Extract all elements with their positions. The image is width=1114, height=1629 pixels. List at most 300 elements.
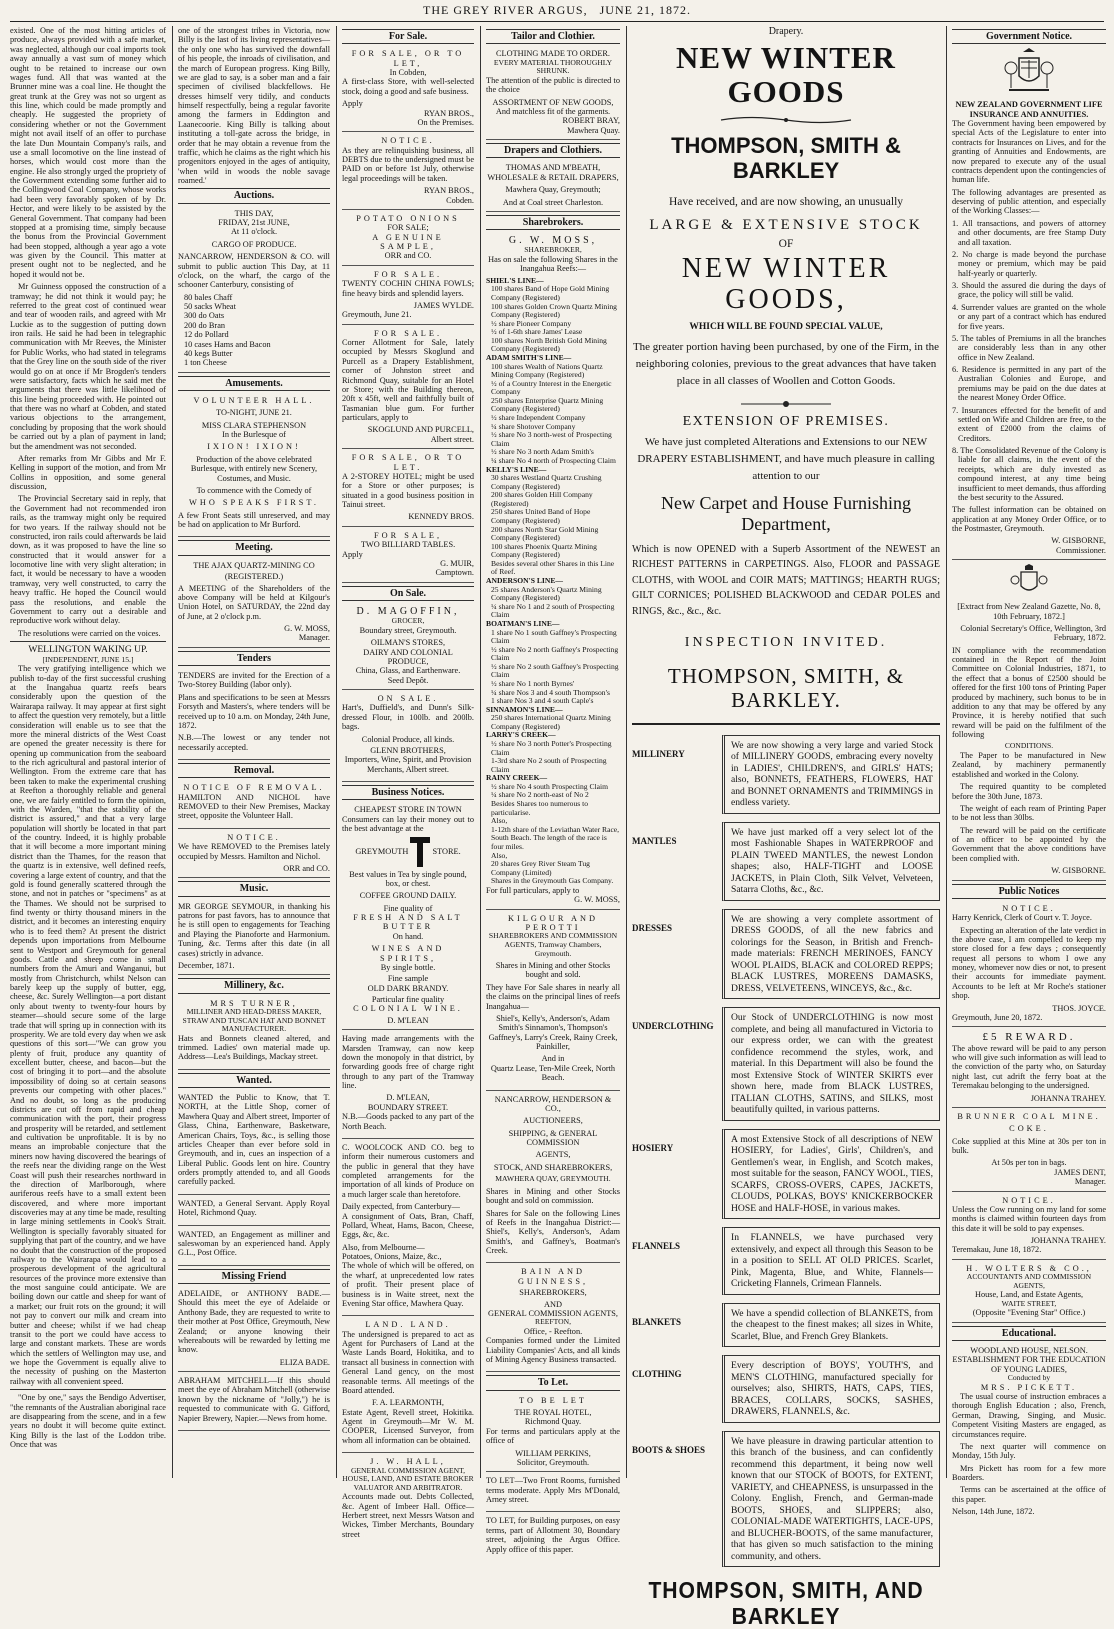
ad-line: Apply	[342, 99, 363, 109]
share-item: ½ share No 2 north Gaffney's Prospecting Claim	[491, 644, 619, 663]
cargo-list	[178, 293, 330, 368]
ad-text: We have REMOVED to the Premises lately occupied by Messrs. Hamilton and Nichol.	[178, 842, 330, 861]
ad-text: WANTED the Public to Know, that T. NORTH, at the Little Shop, corner of Mawhera Quay and Albert street, Importer of Glass, China, Earthenware, Basketware, American Chairs, Toys, &c., is selling those articles Cheaper than ever before sold in Greymouth, and in, cues an inspection of a Liberal Public. Goods lent on hire. Country orders promptly attended to, and all Goods carefully packed.	[178, 1093, 330, 1187]
notice-ad	[342, 134, 474, 210]
article-text: one of the strongest tribes in Victoria, now Billy is the last of its living representatives—the only one who has survived the downfall of his people, the inroads of civilisation, and the march of European progress. King Billy, we are glad to say, is a sober man and a fair specimen of civilised blackfellows. He dresses himself very tidily, and conducts himself respectfully, being a regular favorite among the farmers in Eddington and Laanecoorie. King Billy is talking about instituting a toll-gate across the bridge, in order that he may obtain a revenue from the traffic, which he claims as the right which his progenitors enjoyed in the ages of antiquity, 'when wild in woods the noble savage roamed.'	[178, 26, 330, 185]
department-text: A most Extensive Stock of all descriptions of NEW HOSIERY, for Ladies', Girls', Children's, and Gentlemen's wear, in English, and Scotch makes, most suitable for the season, FANCY WOOL, TIES, SCARFS, CROSS-OVERS, CAPES, JACKETS, CLOUDS, POLKAS, BOYS' KNICKERBOCKER HOSE and HALF-HOSE, in various makes.	[722, 1129, 940, 1220]
ad-line: SHAREBROKER,	[524, 245, 582, 255]
ad-line: GREYMOUTH	[355, 846, 409, 856]
section-heading-wanted: Wanted.	[178, 1073, 330, 1088]
benefit-item: 5. The tables of Premiums in all the branches are considerably less than in any other office in New Zealand.	[952, 333, 1106, 362]
section-heading-amusements: Amusements.	[178, 376, 330, 391]
ad-line: BAIN AND GUINNESS,	[517, 1267, 589, 1286]
share-item: SHIEL'S LINE—	[486, 275, 544, 285]
ad-text: Having made arrangements with the Marsden Tramway, can now keep down the monopoly in that district, by forwarding goods free of charge right through to any part of the Tramway line.	[342, 1034, 474, 1091]
ad-line: Colonial Produce, all kinds.	[361, 734, 455, 744]
meeting-ad	[178, 559, 330, 648]
ad-line: G. W. MOSS,	[508, 235, 598, 247]
ad-line: FOR SALE, OR TO LET,	[351, 49, 465, 68]
ad-line: And at Coal street Charleston.	[502, 197, 604, 207]
ad-text: The usual course of instruction embraces a thorough English Education ; also, French, German, Drawing, Singing, and Music. Competent Visiting Masters are engaged, as circumstances require.	[952, 1392, 1106, 1439]
ad-line: WHOLESALE & RETAIL DRAPERS,	[487, 172, 619, 182]
ad-line: China, Glass, and Earthenware.	[355, 666, 461, 676]
share-item: 250 shares United Band of Hope Company (Registered)	[491, 507, 591, 525]
drapery-text: OF	[778, 237, 794, 250]
share-item: 100 shares Band of Hope Gold Mining Company (Registered)	[491, 284, 610, 302]
ad-line: VALUATOR AND ARBITRATOR.	[353, 1482, 463, 1492]
ad-text: They have For Sale shares in nearly all the claims on the principal lines of reefs Inangahua—	[486, 982, 620, 1011]
store-name	[342, 837, 474, 867]
tramway-ad	[342, 1032, 474, 1139]
ad-line: TO BE LET	[519, 1395, 587, 1405]
ad-line: GLENN BROTHERS,	[370, 745, 446, 755]
ad-text: NANCARROW, HENDERSON & CO. will submit to public auction This Day, at 11 o'clock, on the wharf, the cargo of the schooner Canterbury, consisting of	[178, 252, 330, 290]
masthead	[0, 0, 1114, 22]
ad-text: The fullest information can be obtained on application at any Money Order Office, or to the Postmaster, Greymouth.	[952, 505, 1106, 534]
share-item: ½ share No 3 north Potter's Prospecting Claim	[491, 739, 612, 757]
ad-line: STOCK, AND SHAREBROKERS,	[493, 1162, 613, 1172]
drapery-firm-name: THOMPSON, SMITH & BARKLEY	[671, 132, 901, 183]
article-dateline: [INDEPENDENT, JUNE 15.]	[42, 654, 134, 664]
ad-line: VOLUNTEER HALL.	[193, 395, 315, 405]
department-text: We are now showing a very large and varied Stock of MILLINERY GOODS, embracing every novelty in LADIES', CHILDREN'S, and GIRLS' HATS; also, BONNETS, FEATHERS, FLOWERS, HAT and BONNET ORNAMENTS and TRIMMINGS in endless variety.	[722, 735, 940, 814]
ad-line: COFFEE GROUND DAILY.	[359, 891, 457, 901]
ad-line: THOS. JOYCE.	[1052, 1003, 1106, 1013]
ad-line: SKOGLUND AND PURCELL,	[367, 425, 474, 435]
section-heading-millinery: Millinery, &c.	[178, 978, 330, 993]
ad-line: Particular fine quality	[371, 995, 445, 1005]
sale-ad	[342, 212, 474, 266]
department-label: HOSIERY	[632, 1142, 674, 1153]
ad-line: Solicitor, Greymouth.	[516, 1457, 590, 1467]
missing-ad	[178, 1374, 330, 1431]
ad-line: POTATO ONIONS	[356, 213, 460, 223]
ad-line: Fine quality of	[383, 903, 433, 913]
section-heading-to-let: To Let.	[486, 1375, 620, 1390]
missing-ad	[178, 1287, 330, 1372]
ad-line: CHEAPEST STORE IN TOWN	[354, 805, 462, 815]
ad-text: The undersigned is prepared to act as Agent for Purchasers of Land at the Waste Lands Board, Hokitika, and to transact all business in connection with General Land gency, on the most reasonable terms. All meetings of the Board attended.	[342, 1329, 474, 1395]
ad-text: Colonial Secretary's Office, Wellington, 3rd February, 1872.	[960, 623, 1106, 643]
ad-text: TO LET—Two Front Rooms, furnished terms moderate. Apply Mrs M'Donald, Arney street.	[486, 1476, 620, 1505]
drapery-text: We have just completed Alterations and Extensions to our NEW DRAPERY ESTABLISHMENT, and have much pleasure in calling attention to our	[637, 436, 935, 483]
share-item: ½ share No 4 south Prospecting Claim	[491, 781, 609, 791]
article-text: "One by one," says the Bendigo Advertiser, "the remnants of the Australian aboriginal race are disappearing from the scene, and in a few years no doubt it will become quite extinct. King Billy is the last of the Loddon tribe. Once that was	[10, 1393, 166, 1450]
section-heading-drapers: Drapers and Clothiers.	[486, 143, 620, 158]
share-item: KELLY'S LINE—	[486, 464, 547, 474]
ad-text: Production of the above celebrated Burlesque, with entirely new Scenery, Costumes, and Music.	[190, 454, 318, 483]
ad-line: Mawhera Quay, Greymouth;	[505, 185, 601, 195]
auctioneer-ad	[486, 1093, 620, 1264]
t-letter-icon	[410, 837, 430, 867]
ad-text: Estate Agent, Revell street, Hokitika. Agent in Greymouth—Mr W. M. COOPER, Licensed Surveyor, from whom all information can be obtained.	[342, 1407, 474, 1445]
ad-line: WOODLAND HOUSE, NELSON.	[970, 1346, 1088, 1355]
share-item: 250 shares Enterprise Quartz Mining Company (Registered)	[491, 395, 604, 414]
list-item: 12 do Pollard	[184, 330, 229, 340]
ad-text: Shares for Sale on the following Lines of Reefs in the Inangahua District:—Shiel's, Kelly's, Anderson's, Adam Smith's, and Gaffney's, Boatman's Creek.	[486, 1208, 620, 1256]
ad-line: In the Burlesque of	[222, 430, 286, 440]
wanted-ad	[178, 1228, 330, 1266]
ad-line: COKE.	[1009, 1124, 1049, 1134]
ad-line: December, 1871.	[178, 960, 235, 970]
ad-line: ON SALE.	[377, 694, 439, 704]
department-text: We have pleasure in drawing particular attention to this branch of the business, and can confidently recommend this department, it being now well known that our STOCK of BOOTS, for EXTENT, VARIETY, and CHEAPNESS, is unsurpassed in the Colony. English, French, and German-made BOOTS, SHOES, and SLIPPERS; also, COLONIAL-MADE WATERTIGHTS, LACE-UPS, and BLUCHER-BOOTS, of the same manufacturer, that has given so much satisfaction to the mining community, and others.	[722, 1431, 940, 1568]
ad-line: ORR and CO.	[283, 863, 330, 873]
ad-line: G. W. MOSS,	[574, 895, 620, 905]
ad-line: (Opposite "Evening Star" Office.)	[972, 1308, 1086, 1318]
article-text: After remarks from Mr Gibbs and Mr F. Kelling in support of the motion, and from Mr Collins in opposition, and some general discussion,	[10, 453, 166, 491]
ad-line: Camptown.	[435, 568, 474, 578]
share-item: ½ share No 3 north Adam Smith's	[491, 447, 594, 457]
ad-line: TWO BILLIARD TABLES.	[360, 540, 456, 550]
section-heading-missing: Missing Friend	[178, 1269, 330, 1284]
ad-text: C. WOOLCOCK AND CO. beg to inform their numerous customers and the public in general that they have completed arrangements for the importation of all kinds of Produce on a much larger scale than heretofore.	[342, 1142, 474, 1199]
share-item: Shares in the Greymouth Gas Company.	[491, 876, 614, 886]
ad-line: Office, - Reefton.	[523, 1326, 583, 1336]
ad-line: Manager.	[1074, 1177, 1106, 1187]
coal-ad	[952, 1110, 1106, 1192]
ad-line: Cobden.	[446, 195, 474, 205]
ad-text: Hats and Bonnets cleaned altered, and trimmed. Ladies' own material made up. Address—Lea's Buildings, Mackay street.	[178, 1033, 330, 1062]
column-rule	[946, 26, 947, 1478]
sharebroker-ad	[486, 233, 620, 909]
ad-line: At 11 o'clock.	[230, 227, 278, 237]
share-item: SINNAMON'S LINE—	[486, 704, 563, 714]
divider	[10, 641, 166, 642]
ad-line: Teremakau, June 18, 1872.	[952, 1245, 1042, 1255]
ad-text: Terms can be ascertained at the office of this paper.	[952, 1485, 1106, 1504]
ad-text: The required quantity to be completed before the 30th June, 1873.	[952, 782, 1106, 801]
ad-text: Shares in Mining and other Stocks bought and sold.	[495, 961, 611, 980]
ad-line: In Cobden,	[389, 68, 427, 78]
ad-text: A first-class Store, with well-selected stock, doing a good and safe business.	[342, 77, 474, 96]
ad-line: Conducted by	[1007, 1373, 1051, 1383]
column-rule	[172, 26, 173, 1478]
ad-text: Harry Kenrick, Clerk of Court v. T. Joyce.	[952, 913, 1092, 923]
ornament-icon	[632, 400, 940, 410]
ad-text: The above reward will be paid to any person who will give such information as will lead to the conviction of the party who, on Saturday night last, cut adrift the ferry boat at the Teremakau belonging to the undersigned.	[952, 1043, 1106, 1091]
article-text: existed. One of the most hitting articles of produce, always provided with a safe market, was neglected, although our coal imports took away annually a vast sum of money which ought to be retained to increase our own wages fund. All that was wanted at the Brunner mine was a coal line. He thought the great trunk at the Grey was not so urgent as this line, which could be made promptly and cheaply. He suggested the propriety of considering whether or not the Government might not avail itself of an offer to purchase the late Dun Mountain Company's rails, and use a small locomotive on the line instead of horses, which would cost more than the engine. He also strongly urged the propriety of the Government extending some further aid to the Collingwood Coal Company, whose works had been very favorably spoken of by Dr. Hector, and were likely to be assisted by the General Government. That company had been stopped at a promising time, simply because the bonus from the Provincial Government had been stopped, although a year ago a vote was given by the Council. This matter at present ought not to be neglected, and he hoped it would not be.	[10, 26, 166, 279]
department-label: DRESSES	[632, 922, 673, 933]
drapery-subhead: LARGE & EXTENSIVE STOCK	[649, 216, 923, 233]
share-item: ¼ share No 1 and 2 south of Prospecting Claim	[491, 601, 615, 620]
ad-text: Quartz Lease, Ten-Mile Creek, North Beach.	[490, 1063, 616, 1083]
section-heading-for-sale: For Sale.	[342, 29, 474, 44]
share-item: ½ share Pioneer Company	[491, 318, 572, 328]
department-text: We have just marked off a very select lot of the most Fashionable Shapes in WATERPROOF and PLAIN TWEED MANTLES, the newest London shapes; also, HALF-TIGHT and LOOSE JACKETS, in Plain Cloth, Silk Velvet, Velveteen, Satarra Cloths, &c., &c.	[722, 822, 940, 901]
ad-text: MR GEORGE SEYMOUR, in thanking his patrons for past favors, has to announce that he is still open to engagements for Teaching and Playing the Pianoforte and Harmonium. Tuning, &c. Terms after this date (in all cases) strictly in advance.	[178, 901, 330, 958]
millinery-ad	[178, 997, 330, 1070]
notice-ad	[952, 1194, 1106, 1260]
sharebroker-ad	[486, 912, 620, 1091]
department-text: We are showing a very complete assortment of DRESS GOODS, of all the new fabrics and colorings for the Season, in British and French-made materials: FRENCH MERINOES, FANCY WOOL PLAIDS, BLACK and COLORED REPPS; BLACK LUSTRES, MOREENS DAMASKS, DRESS, VELVETEENS, WINCEYS, &c., &c.	[722, 909, 940, 1000]
department-label: BLANKETS	[632, 1316, 682, 1327]
share-item: ½ share No 1 north Byrnes'	[491, 678, 575, 688]
ad-line: KENNEDY BROS.	[408, 512, 474, 522]
ad-text: The following advantages are presented as deserving of public attention, and especially of the Working Classes:—	[952, 187, 1106, 216]
ad-line: Nelson, 14th June, 1872.	[952, 1507, 1035, 1517]
ad-line: AUCTIONEERS,	[523, 1116, 583, 1126]
ad-line: BRUNNER COAL MINE.	[957, 1111, 1101, 1121]
department-row	[632, 1355, 940, 1423]
list-item: 80 bales Chaff	[184, 292, 233, 302]
produce-ad	[342, 1141, 474, 1316]
auction-ad	[178, 207, 330, 373]
drapery-advertisement	[628, 26, 944, 1629]
ad-line: CARGO OF PRODUCE.	[211, 239, 297, 249]
masthead-date: JUNE 21, 1872.	[599, 3, 691, 17]
ad-line: BOUNDARY STREET.	[367, 1102, 449, 1112]
ad-line: CONDITIONS.	[1004, 741, 1054, 751]
ad-line: Fine sample	[387, 974, 429, 984]
drapery-headline: NEW WINTER GOODS,	[681, 253, 891, 316]
masthead-title: THE GREY RIVER ARGUS,	[423, 3, 588, 17]
ad-line: ELIZA BADE.	[279, 1357, 330, 1367]
tailor-ad	[486, 47, 620, 140]
ad-text: As they are relinquishing business, all DEBTS due to the undersigned must be PAID on or before 1st July, otherwise legal proceedings will be taken.	[342, 145, 474, 183]
ad-line: FRIDAY, 21st JUNE,	[218, 218, 290, 228]
ad-line: Apply	[342, 549, 363, 559]
drapery-subhead: EXTENSION OF PREMISES.	[682, 414, 890, 430]
ad-line: D. MAGOFFIN,	[356, 605, 460, 617]
department-list	[632, 735, 940, 1568]
ad-text: The next quarter will commence on Monday, 15th July.	[952, 1441, 1106, 1461]
masthead-rule	[10, 21, 1104, 22]
list-item: 50 sacks Wheat	[184, 302, 236, 312]
ad-line: Greymouth, June 21.	[342, 310, 412, 320]
ad-line: Richmond Quay.	[524, 1417, 582, 1427]
removal-ad	[178, 781, 330, 829]
ad-line: W. GISBORNE,	[1051, 536, 1106, 546]
agent-ad	[952, 1262, 1106, 1323]
article-text: The very gratifying intelligence which we publish to-day of the first successful crushing at the Inangahua quartz reefs bears considerably upon the question of the Wairarapa railway. It may appear at first sight to affect the question very remotely, but a little consideration will enable us to see that the more the mineral districts of the West Coast are opened the greater necessity is there for opening up communication from the seaboard to the rich agricultural and pastoral interior of Wellington. From the extreme care that has been taken to make the experimental crushing at Reefton a thoroughly reliable and general one, we are fairly entitled to form the opinion, with the Warden, "that the stability of the district is assured," and that a very large population will shortly be located in that part of the country. Indeed, it is highly probable that it will become a more important mining district than the Thames, for the reason that the quartz is in extensive, well defined reefs, covering a large extent of country, and that the gold is found generally scattered through the stone, and not in patches or "specimens" as at the Thames. We should not be surprised to find twenty or thirty thousand miners in the district, and it becomes an interesting enquiry who is to feed them? At present the district depends upon importations from Melbourne sent to Westport and Greymouth for general goods. Cattle and sheep come in small numbers from the Amuri and Wanganui, but mostly from Christchurch, whilst Nelson can barely keep up the supply of butter, egg, cheese, &c. Surely Wellington—a port distant only about twenty to twenty-four hours by steamer—should secure some of the large trade that will spring up in connection with its prosperity. We are told every day when we ask questions of this sort—"We can grow you plenty of fruit, produce any quantity of excellent butter, cheese, and bacon—but the cost of bringing it to port—and the absolute impossibility of doing so at certain seasons prevents our competing with other places." And no doubt, so long as the producing districts are cut off from rapid and cheap communication with the port, their progress and prosperity will be retarded, and settlement and cultivation be unprofitable. It is by no means an improbable conjecture that the miners now having discovered the bearings of the reefs near the dividing range on the West Coast will push their researches northward in the direction of Marlborough, where auriferous reefs have to a small extent been discovered, and where more important discoveries may at any time be made, resulting in large mining settlements in Cook's Strait. Wellington is specially favorably situated for supplying that part of the country, and we have no doubt that the construction of the proposed railway to the Wairarapa would lead to a prosperous development of the agricultural resources of the province more extensive than the most sanguine could anticipate. We are boiling down our cattle and sheep for want of a market; our fruit rots on the ground; it will not pay to convert our milk and cream into butter and cheese; whilst if we had cheap transit to the port we could have access to large and constant markets. These are words which the settlers of Wellington may use, and we hope the Government is equally alive to the necessity of pushing on the Masterton railway with all convenient speed.	[10, 664, 166, 1386]
ad-line: Mawhera Quay.	[567, 125, 620, 135]
drapery-subhead: New Carpet and House Furnishing Department,	[661, 493, 911, 534]
ad-line: MILLINER AND HEAD-DRESS MAKER,	[186, 1006, 322, 1016]
ad-line: FOR SALE, OR TO LET.	[351, 453, 465, 472]
ad-line: MAWHERA QUAY, GREYMOUTH.	[495, 1174, 611, 1184]
column-6	[948, 26, 1110, 1517]
department-text: Our Stock of UNDERCLOTHING is now most complete, and being all manufactured in Victoria to our express order, we can with the greatest confidence recommend the styles, work, and material. In this Department will also be found the most Extensive Stock of WINTER SKIRTS ever shown here, made from BLACK LUSTRES, ITALIAN CLOTHS, SATINS, and SILKS, most beautifully quilted, in various patterns.	[722, 1007, 940, 1121]
share-item: 200 shares Golden Hill Company (Registered)	[491, 490, 593, 508]
ad-line: G. W. MOSS,	[284, 624, 330, 634]
ornament-icon	[632, 115, 940, 127]
share-item: 30 shares Westland Quartz Crushing Company (Registered)	[491, 473, 602, 491]
ad-text: The reward will be paid on the certificate of an officer to be appointed by the Government that the above conditions have been complied with.	[952, 825, 1106, 863]
ad-text: Expecting an alteration of the late verdict in the above case, I am compelled to keep my store closed for a few days ; consequently request all persons to whom I owe any money, whomever now dies or not, to present their accounts for immediate payment. Accounts to be left at Mr Roche's stationer shop.	[952, 925, 1106, 1001]
share-item: BOATMAN'S LINE—	[486, 618, 560, 628]
ad-text: For terms and particulars apply at the office of	[486, 1426, 620, 1446]
school-ad	[952, 1344, 1106, 1521]
ad-line: EVERY MATERIAL THOROUGHLY SHRUNK.	[493, 57, 613, 76]
ad-text: WANTED, a General Servant. Apply Royal Hotel, Richmond Quay.	[178, 1198, 330, 1218]
share-item: 1 share Nos 3 and 4 south Caple's	[491, 696, 594, 706]
benefit-item: 3. Should the assured die during the days of grace, the policy will still be valid.	[952, 281, 1106, 300]
section-heading-meeting: Meeting.	[178, 540, 330, 555]
share-item: ½ share Independent Company	[491, 413, 586, 423]
ad-line: JOHANNA TRAHEY.	[1030, 1093, 1106, 1103]
ad-line: DAIRY AND COLONIAL PRODUCE,	[363, 647, 453, 666]
ad-line: MRS TURNER,	[210, 998, 298, 1008]
ad-text: A 2-STOREY HOTEL; might be used for a Store or other purposes; is situated in a good business position in Tainui street.	[342, 471, 474, 510]
ad-line: Manager.	[298, 633, 330, 643]
ad-line: WINES AND SPIRITS,	[371, 944, 445, 963]
ad-line: D. M'LEAN	[387, 1015, 429, 1025]
ad-line: FOR SALE.	[373, 328, 443, 338]
ad-line: FRESH AND SALT BUTTER	[353, 913, 463, 932]
ad-line: ACCOUNTANTS AND COMMISSION AGENTS,	[966, 1272, 1092, 1290]
department-text: Every description of BOYS', YOUTH'S, and MEN'S CLOTHING, manufactured specially for ourselves; also, SHIRTS, HATS, CAPS, TIES, BRACES, COLLARS, SOCKS, SASHES, DRAWERS, FLANNELS, &c.	[722, 1355, 940, 1423]
ad-line: GENERAL COMMISSION AGENTS,	[488, 1308, 618, 1318]
share-item: ¼ share Nos 3 and 4 south Thompson's	[491, 687, 610, 697]
department-row	[632, 909, 940, 1000]
share-item: Also,	[491, 850, 508, 860]
ad-text: Plans and specifications to be seen at Messrs Forsyth and Masters's, where tenders will be received up to 10 a.m. on Monday, 24th June, 1872.	[178, 692, 330, 730]
ad-text: Companies formed under the Limited Liability Companies' Acts, and all kinds of Mining Agency Business transacted.	[486, 1336, 620, 1364]
ad-text: A MEETING of the Shareholders of the above Company will be held at Kilgour's Union Hotel, on SATURDAY, the 22nd day of June, at 2 o'clock p.m.	[178, 583, 330, 621]
article-text: The Provincial Secretary said in reply, that the Government had not recommended iron rails, as the tramway might only be required for two years. If the railway should not be constructed, iron rails could afterwards be laid down, as it was proposed to have the line so constructed that it would answer for a locomotive line with very slight alteration; in fact, it would be necessary to have a wooden tramway, very well constructed, to carry the heavy traffic. He hoped the Council would pass the resolutions, and enable the Government to carry out a desirable and reproductive work without delay.	[10, 494, 166, 626]
ad-line: At 50s per ton in bags.	[991, 1158, 1067, 1168]
ad-text: TWENTY COCHIN CHINA FOWLS; fine heavy birds and splendid layers.	[342, 279, 474, 298]
ad-line: F. A. LEARMONTH,	[372, 1398, 444, 1408]
ad-line: (REGISTERED.)	[224, 572, 284, 582]
ad-line: For full particulars, apply to	[486, 885, 580, 895]
ad-line: JAMES DENT,	[1054, 1167, 1106, 1177]
ad-line: NOTICE.	[381, 136, 435, 146]
ad-line: House, Land, and Estate Agents,	[974, 1290, 1084, 1300]
share-item: Also,	[491, 816, 508, 826]
department-label: UNDERCLOTHING	[632, 1021, 714, 1032]
ad-text: Shares in Mining and other Stocks bought and sold on commission.	[486, 1186, 620, 1206]
ad-line: And in	[541, 1054, 565, 1064]
ad-line: D. M'LEAN,	[386, 1093, 430, 1103]
benefit-item: 2. No charge is made beyond the purchase money or premium, which may be paid half-yearly or quarterly.	[952, 249, 1106, 278]
benefit-item: 8. The Consolidated Revenue of the Colony is liable for all claims, in the event of the receipts, which are duly invested as compound interest, at any time being insufficient to meet demands, thus affording the best security to the Assured.	[952, 446, 1106, 502]
ad-line: Commissioner.	[1055, 545, 1106, 555]
column-rule	[480, 26, 481, 1478]
share-item: 100 shares Golden Crown Quartz Mining Company (Registered)	[491, 301, 617, 320]
column-2	[174, 26, 334, 1478]
column-4	[482, 26, 624, 1554]
drapery-firm-name: THOMPSON, SMITH, & BARKLEY.	[667, 664, 905, 712]
section-heading-auctions: Auctions.	[178, 188, 330, 203]
ad-line: WAITE STREET,	[1001, 1298, 1057, 1308]
department-text: In FLANNELS, we have purchased very extensively, and expect all through this Season to be in a position to SELL AT OLD PRICES. Scarlet, Pink, Magenta, Blue, and White, Flannels—Cricketing Flannels, Crimean Flannels.	[722, 1227, 940, 1295]
ad-line: RYAN BROS.,	[423, 108, 474, 118]
ad-line: H. WOLTERS & CO.,	[966, 1263, 1092, 1273]
ad-line: Also, from Melbourne—	[342, 1242, 425, 1252]
list-item: 200 do Bran	[184, 320, 226, 330]
divider	[10, 1389, 166, 1390]
ad-line: AGENTS,	[535, 1150, 571, 1160]
divider	[632, 723, 940, 725]
column-3	[338, 26, 478, 1539]
reward-ad	[952, 1029, 1106, 1108]
benefit-item: 1. All transactions, and powers of attorney and other documents, are free Stamp Duty and all taxation.	[952, 218, 1106, 247]
ad-line: AND	[544, 1299, 562, 1309]
ad-text: Best values in Tea by single pound, box, or chest.	[349, 869, 467, 888]
ad-line: Boundary street, Greymouth.	[359, 625, 457, 635]
ad-line: KILGOUR AND PEROTTI	[508, 913, 598, 932]
let-ad	[486, 1394, 620, 1473]
department-row	[632, 1303, 940, 1348]
department-label: MILLINERY	[632, 748, 685, 759]
ad-text: WANTED, an Engagement as milliner and saleswoman by an experienced hand. Apply G.L., Post Office.	[178, 1229, 330, 1258]
ad-line: Albert street.	[430, 434, 474, 444]
sale-ad	[342, 268, 474, 325]
ad-line: MISS CLARA STEPHENSON	[201, 420, 307, 430]
ad-line: THE ROYAL HOTEL,	[514, 1408, 592, 1418]
ad-line: NOTICE OF REMOVAL.	[183, 783, 325, 793]
ad-line: On the Premises.	[417, 117, 474, 127]
ad-line: J. W. HALL,	[370, 1457, 446, 1467]
share-item: ½ share No 3 north-west of Prospecting Claim	[491, 430, 612, 448]
ad-text: Importers, Wine, Spirit, and Provision Merchants, Albert street.	[344, 755, 472, 774]
list-item: 40 kegs Butter	[184, 348, 233, 358]
ad-text: The whole of which will be offered, on the wharf, at unprecedented low rates of profit. Their present place of business is in Waite street, next the Evening Star office, Mawhera Quay.	[342, 1261, 474, 1308]
benefit-item: 4. Surrender values are granted on the whole or any part of a contract which has endured for five years.	[952, 302, 1106, 331]
section-heading-sharebrokers: Sharebrokers.	[486, 215, 620, 230]
drapery-text: Which is now OPENED with a Superb Assortment of the NEWEST an RICHEST PATTERNS in CARPETINGS. Also, FLOOR and PASSAGE CLOTHS, with WOOL and COIR MATS; MATTINGS; HEARTH RUGS; GILT CORNICES; POLISHED BLACKWOOD and CEDAR POLES and RINGS, &c., &c., &c.	[632, 543, 940, 617]
ad-line: OILMAN'S STORES,	[370, 638, 446, 648]
ad-text: Accounts made out. Debts Collected, &c. Agent of Imbeer Hall. Office—Herbert street, next Messrs Watson and Wickes, Timber Merchants, Boundary street	[342, 1492, 474, 1539]
ad-text: HAMILTON AND NICHOL have REMOVED to their New Premises, Mackay street, opposite the Volunteer Hall.	[178, 792, 330, 821]
let-ad	[486, 1474, 620, 1512]
article-text: The resolutions were carried on the voices.	[18, 628, 161, 638]
ad-line: CLOTHING MADE TO ORDER.	[495, 49, 610, 59]
ad-text: ADELAIDE, or ANTHONY BADE.—Should this meet the eye of Adelaide or Anthony Bade, they are requested to write to their mother at Post Office, Greymouth, New Zealand; or anyone knowing their whereabouts will be rewarded by letting me know.	[178, 1289, 330, 1355]
department-row	[632, 735, 940, 814]
article-text: Mr Guinness opposed the construction of a tramway; he did not think it would pay; he referred to the great cost of continued wear and tear of wooden rails, and agreed with Mr Luckie as to the suggestion of putting down iron rails. He said he had been in telegraphic communication with Mr Reeves, the Minister for Public Works, who had stated in telegrams that the Grey line on the south side of the river would go on at once if Mr Brogden's tenders were satisfactory, facts which he said met the arguments that there was little likelihood of this line being proceeded with. He pointed out that there was no wharf at Cobden, and stated various objections to the arrangement, concluding by proposing that the work should be carried out by a plan of payment in land; but the amendment was not seconded.	[10, 282, 166, 451]
ad-text: TENDERS are invited for the Erection of a Two-Storey Building (labor only).	[178, 671, 330, 690]
ad-line: WILLIAM PERKINS,	[515, 1448, 591, 1458]
insurance-ad	[952, 98, 1106, 560]
ad-text: Consumers can lay their money out to the best advantage at the	[342, 814, 474, 834]
ad-text: A few Front Seats still unreserved, and may be had on application to Mr Burford.	[178, 510, 330, 530]
ad-line: STRAW AND TUSCAN HAT AND BONNET MANUFACTURER.	[182, 1015, 326, 1034]
share-item: ¼ share Shotover Company	[491, 421, 576, 431]
benefits-list	[952, 219, 1106, 503]
drapery-text: Have received, and are now showing, an unusually	[668, 195, 904, 208]
department-row	[632, 1129, 940, 1220]
ad-text: A consignment of Oats, Bran, Chaff, Pollard, Wheat, Hams, Bacon, Cheese, Eggs, &c, &c.	[342, 1211, 474, 1240]
share-item: 100 shares Phoenix Quartz Mining Company (Registered)	[491, 541, 597, 560]
ad-line: On hand.	[392, 931, 424, 941]
department-label: MANTLES	[632, 835, 677, 846]
share-item: RAINY CREEK—	[486, 773, 548, 783]
ad-text: Hart's, Duffield's, and Dunn's Silk-dressed Flour, in 100lb. and 200lb. bags.	[342, 703, 474, 732]
ad-line: Daily expected, from Canterbury—	[342, 1202, 460, 1212]
ad-text: IN compliance with the recommendation contained in the Report of the Joint Committee on Colonial Industries, 1871, to the effect that a bonus of £2500 should be offered for the first 100 tons of Printing Paper produced by machinery, such bonus to be in addition to any that may be offered by any Province, it is hereby notified that such reward will be paid on the fulfilment of the following	[952, 645, 1106, 740]
ad-line: GROCER,	[391, 616, 425, 626]
sale-ad	[342, 327, 474, 450]
list-item: 1 ton Cheese	[184, 358, 227, 368]
share-item: Besides several other Shares in this Line of Reef.	[491, 558, 615, 577]
flour-ad	[342, 692, 474, 782]
ad-line: NANCARROW, HENDERSON & CO.,	[494, 1094, 612, 1113]
share-item: 200 shares North Star Gold Mining Company (Registered)	[491, 524, 599, 543]
drapery-subhead: INSPECTION INVITED.	[684, 635, 888, 651]
department-label: FLANNELS	[632, 1241, 681, 1252]
department-row	[632, 1431, 940, 1568]
ad-line: NOTICE.	[1002, 903, 1056, 913]
share-item: 100 shares Wealth of Nations Quartz Mining Company (Registered)	[491, 361, 603, 380]
ad-text: Shiel's, Kelly's, Anderson's, Adam Smith's Sinnamon's, Thompson's Gaffney's, Larry's Creek, Rainy Creek, Painkiller,	[488, 1013, 618, 1052]
ad-text: The Government having been empowered by special Acts of the Legislature to enter into contracts for Insurances on Lives, and for the granting of Annuities and Endowments, are now prepared to execute any of the usual contracts dependent upon the contingencies of human life.	[952, 119, 1106, 185]
ad-text: N.B.—The lowest or any tender not necessarily accepted.	[178, 733, 330, 752]
ad-line: A GENUINE SAMPLE,	[372, 232, 444, 252]
ad-line: £5 REWARD.	[982, 1031, 1076, 1044]
